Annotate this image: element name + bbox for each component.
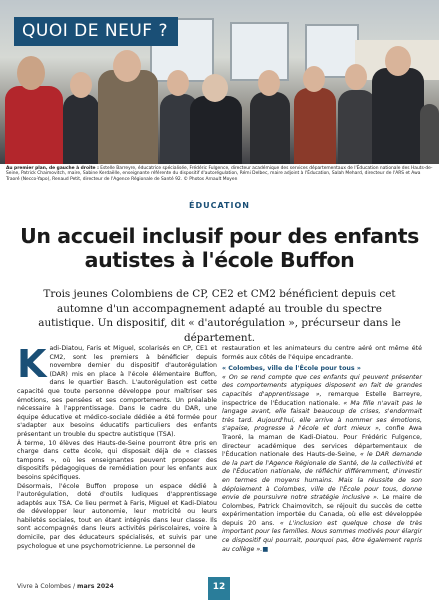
person: [420, 104, 439, 164]
person-head: [303, 66, 325, 92]
person-head: [345, 64, 367, 90]
person: [190, 96, 242, 164]
person: [63, 94, 99, 164]
section-banner: QUOI DE NEUF ?: [14, 17, 178, 46]
text: Le maire de Colombes, Patrick Chaimovitch, se réjouit du succès de cette expérimentation importée du Canada, où elle est développée depuis 20 ans.: [222, 494, 423, 527]
quote: « le DAR demande de la part de l'Agence Régionale de Santé, de la collectivité et de l'Éducation nationale, de réfléchir différemment, d'investir en termes de moyens humains. Mais la réussite de son déploiement à Colombes, ville de l'École pour tous, donne envie de poursuivre notre stratégie inclusive ».: [222, 451, 422, 502]
paragraph: À terme, 10 élèves des Hauts-de-Seine pourront être pris en charge dans cette école, qui disposait déjà de « classes tampons », où les enseignantes peuvent proposer des dispositifs pédagogiques de remédiation pour les enfants aux besoins spécifiques.: [17, 439, 217, 481]
person-head: [167, 70, 189, 96]
header-photo: [0, 0, 439, 164]
end-mark: ■: [262, 545, 269, 553]
person-head: [258, 70, 280, 96]
photo-caption: [6, 166, 434, 182]
article-lead: Trois jeunes Colombiens de CP, CE2 et CM2 bénéficient depuis cet automne d'un accompagnement adapté au trouble du spectre autistique. Un dispositif, dit « d'autorégulation », précurseur dans le département.: [38, 288, 401, 344]
person: [5, 86, 63, 164]
footer-magazine: [17, 583, 114, 590]
quote: « L'inclusion est quelque chose de très important pour les familles. Nous sommes motivés pour élargir ce dispositif qui pourrait, pourquoi pas, être également repris au collège ».: [222, 519, 422, 553]
person-head: [385, 46, 411, 76]
person-head: [113, 50, 141, 82]
paragraph: adi-Diatou, Faris et Miguel, scolarisés en CP, CE1 et CM2, sont les premiers à bénéficier depuis novembre dernier du dispositif d'autorégulation (DAR) mis en place à l'école élémentaire Buffon, dans le quartier Basch. L'autorégulation est cette capacité que toute personne développe pour maîtriser ses émotions, ses pensées et ses comportements. Un préalable nécessaire à l'apprentissage. Dans le cadre du DAR, une équipe éducative et médico-sociale dédiée a été formée pour s'adapter aux besoins éducatifs particuliers des enfants présentant un trouble du spectre autistique (TSA).: [17, 345, 217, 438]
page-number: 12: [208, 577, 230, 600]
caption-text: Estelle Barreyre, éducatrice spécialisée, Frédéric Fulgence, directeur académique des services départementaux de l'Éducation nationale des Hauts-de-Seine, Patrick Chaimovitch, maire, Sabine Kerdaëlle, enseignante référente du dispositif d'autorégulation, Rémi Delbec, maire adjoint à l'Éducation, Salah Mehard, directeur de l'ARS et Awa Traoré (Necco-Yapo), Renaud Petit, directeur de l'Agence Régionale de Santé 92. © Photos Arnault Moyen: [6, 166, 433, 182]
paragraph: restauration et les animateurs du centre aéré ont même été formés aux côtés de l'équipe encadrante.: [222, 345, 422, 361]
paragraph: Désormais, l'école Buffon propose un espace dédié à l'autorégulation, doté d'outils ludiques d'apprentissage adaptés aux TSA. Ce lieu permet à Faris, Miguel et Kadi-Diatou de développer leur autonomie, leur motricité ou leurs habiletés sociales, tout en étant intégrés dans leur classe. Ils sont accompagnés dans leurs activités périscolaires, voire à domicile, par des éducateurs spécialisés, et suivis par une psychologue et une psychomotricienne. Le personnel de: [17, 482, 217, 550]
person-head: [202, 74, 228, 102]
article-column-left: [17, 342, 217, 551]
quote: « Ma fille n'avait pas le langage avant, elle faisait beaucoup de crises, s'endormait très tard. Aujourd'hui, elle arrive à nommer ses émotions, s'apaise, progresse à l'école et dort mieux »,: [222, 399, 422, 433]
article-title: Un accueil inclusif pour des enfants autistes à l'école Buffon: [20, 224, 419, 272]
person-head: [17, 56, 45, 90]
person: [250, 92, 290, 164]
person: [98, 70, 158, 164]
person: [372, 68, 424, 164]
window: [230, 22, 289, 81]
magazine-name: Vivre à Colombes /: [17, 583, 78, 590]
person-head: [70, 72, 92, 98]
subheading: « Colombes, ville de l'École pour tous »: [222, 365, 361, 373]
drop-cap: K: [17, 342, 47, 386]
paragraph: [222, 374, 422, 554]
quote: « On se rend compte que ces enfants qui peuvent présenter des comportements atypiques disposent en fait de grandes capacités d'apprentissage »,: [222, 373, 422, 398]
caption-bold: Au premier plan, de gauche à droite :: [6, 166, 99, 171]
text: remarque Estelle Barreyre, inspectrice de l'Éducation nationale.: [222, 390, 423, 407]
person: [338, 90, 376, 164]
person: [294, 88, 336, 164]
text: confie Awa Traoré, la maman de Kadi-Diatou. Pour Frédéric Fulgence, directeur académique des services départementaux de l'Éducation nationale des Hauts-de-Seine,: [222, 425, 422, 459]
article-column-right: [222, 345, 422, 554]
section-label: ÉDUCATION: [189, 201, 250, 210]
issue-date: mars 2024: [77, 583, 114, 590]
